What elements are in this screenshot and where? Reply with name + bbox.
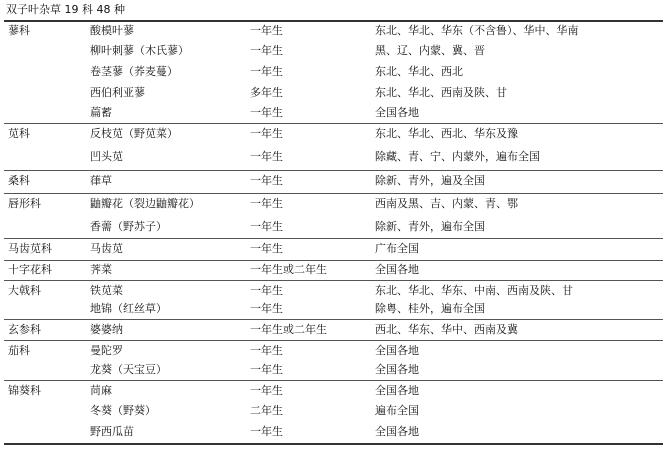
lifecycle-cell: 一年生 (250, 425, 283, 438)
lifecycle-cell: 一年生 (250, 302, 283, 315)
family-cell: 桑科 (8, 174, 30, 187)
distribution-cell: 东北、华北、西北 (375, 65, 463, 78)
species-cell: 曼陀罗 (90, 344, 123, 357)
species-cell: 龙葵（天宝豆） (90, 363, 167, 376)
lifecycle-cell: 一年生 (250, 24, 283, 37)
species-cell: 萹蓄 (90, 106, 112, 119)
species-cell: 酸模叶蓼 (90, 24, 134, 37)
group-divider (4, 280, 663, 281)
group-divider (4, 193, 663, 194)
species-cell: 葎草 (90, 174, 112, 187)
species-cell: 卷茎蓼（荞麦蔓） (90, 65, 178, 78)
distribution-cell: 除藏、青、宁、内蒙外，遍布全国 (375, 150, 540, 163)
lifecycle-cell: 一年生 (250, 284, 283, 297)
lifecycle-cell: 二年生 (250, 404, 283, 417)
species-cell: 香薷（野苏子） (90, 220, 167, 233)
distribution-cell: 遍布全国 (375, 404, 419, 417)
group-divider (4, 319, 663, 320)
species-cell: 地锦（红丝草） (90, 302, 167, 315)
lifecycle-cell: 多年生 (250, 86, 283, 99)
family-cell: 大戟科 (8, 284, 41, 297)
species-cell: 凹头苋 (90, 150, 123, 163)
distribution-cell: 东北、华北、西南及陕、甘 (375, 86, 507, 99)
family-cell: 苋科 (8, 127, 30, 140)
distribution-cell: 西北、华东、华中、西南及冀 (375, 323, 518, 336)
distribution-cell: 全国各地 (375, 344, 419, 357)
family-cell: 玄参科 (8, 323, 41, 336)
species-cell: 冬葵（野葵） (90, 404, 156, 417)
group-divider (4, 340, 663, 341)
group-divider (4, 123, 663, 124)
species-cell: 西伯利亚蓼 (90, 86, 145, 99)
family-cell: 蓼科 (8, 24, 30, 37)
distribution-cell: 全国各地 (375, 263, 419, 276)
family-cell: 茄科 (8, 344, 30, 357)
species-cell: 鼬瓣花（裂边鼬瓣花） (90, 197, 200, 210)
lifecycle-cell: 一年生或二年生 (250, 263, 327, 276)
species-cell: 反枝苋（野苋菜） (90, 127, 178, 140)
group-divider (4, 380, 663, 381)
lifecycle-cell: 一年生 (250, 150, 283, 163)
species-cell: 马齿苋 (90, 242, 123, 255)
lifecycle-cell: 一年生或二年生 (250, 323, 327, 336)
species-cell: 野西瓜苗 (90, 425, 134, 438)
lifecycle-cell: 一年生 (250, 65, 283, 78)
distribution-cell: 全国各地 (375, 106, 419, 119)
distribution-cell: 东北、华北、华东（不含鲁）、华中、华南 (375, 24, 579, 37)
lifecycle-cell: 一年生 (250, 344, 283, 357)
distribution-cell: 广布全国 (375, 242, 419, 255)
lifecycle-cell: 一年生 (250, 197, 283, 210)
lifecycle-cell: 一年生 (250, 363, 283, 376)
distribution-cell: 黑、辽、内蒙、冀、晋 (375, 44, 485, 57)
lifecycle-cell: 一年生 (250, 106, 283, 119)
table-bottom-rule (4, 443, 663, 445)
lifecycle-cell: 一年生 (250, 127, 283, 140)
distribution-cell: 全国各地 (375, 363, 419, 376)
distribution-cell: 全国各地 (375, 425, 419, 438)
lifecycle-cell: 一年生 (250, 174, 283, 187)
species-cell: 荠菜 (90, 263, 112, 276)
group-divider (4, 238, 663, 239)
family-cell: 十字花科 (8, 263, 52, 276)
species-cell: 婆婆纳 (90, 323, 123, 336)
distribution-cell: 除新、青外，遍布全国 (375, 220, 485, 233)
distribution-cell: 全国各地 (375, 384, 419, 397)
lifecycle-cell: 一年生 (250, 242, 283, 255)
lifecycle-cell: 一年生 (250, 384, 283, 397)
species-cell: 铁苋菜 (90, 284, 123, 297)
species-cell: 苘麻 (90, 384, 112, 397)
lifecycle-cell: 一年生 (250, 220, 283, 233)
distribution-cell: 除新、青外，遍及全国 (375, 174, 485, 187)
family-cell: 唇形科 (8, 197, 41, 210)
group-divider (4, 170, 663, 171)
family-cell: 锦葵科 (8, 384, 41, 397)
distribution-cell: 东北、华北、西北、华东及豫 (375, 127, 518, 140)
species-cell: 柳叶刺蓼（木氏蓼） (90, 44, 189, 57)
distribution-cell: 西南及黑、吉、内蒙、青、鄂 (375, 197, 518, 210)
table-title: 双子叶杂草 19 科 48 种 (6, 3, 125, 16)
lifecycle-cell: 一年生 (250, 44, 283, 57)
family-cell: 马齿苋科 (8, 242, 52, 255)
distribution-cell: 除粤、桂外，遍布全国 (375, 302, 485, 315)
distribution-cell: 东北、华北、华东、中南、西南及陕、甘 (375, 284, 573, 297)
